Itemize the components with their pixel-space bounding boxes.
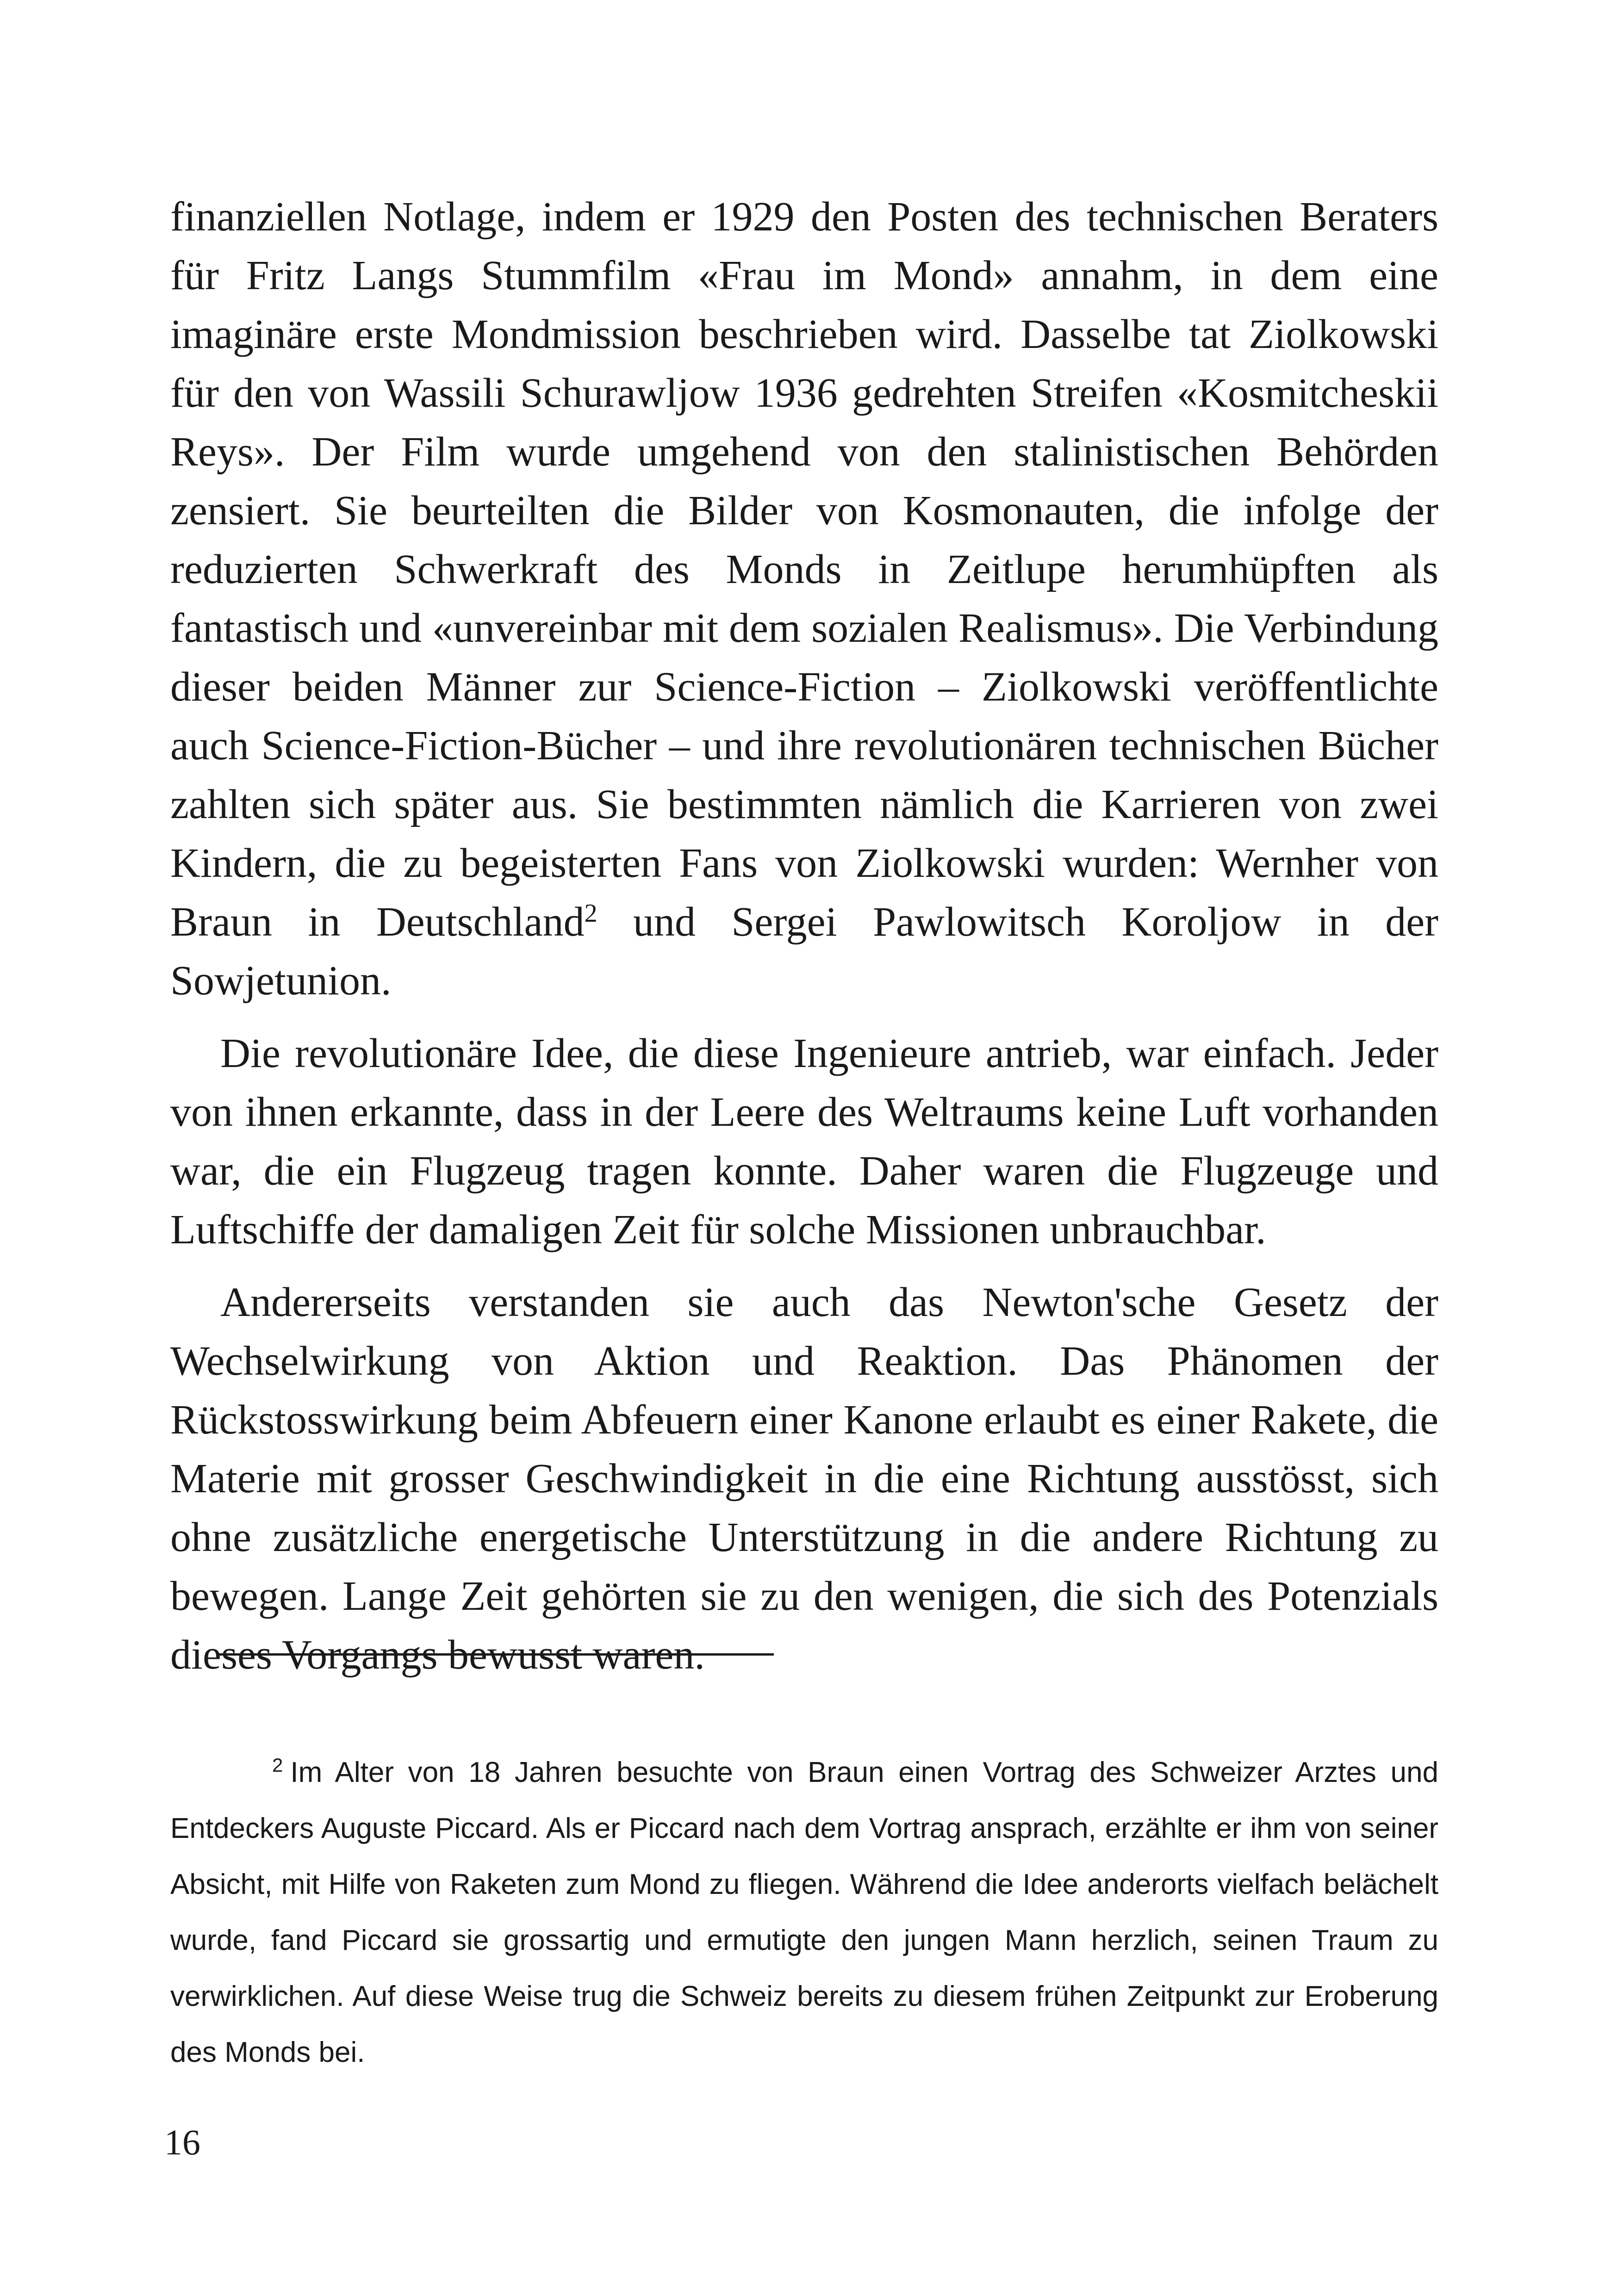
footnote-divider	[218, 1653, 774, 1656]
main-text	[170, 187, 1438, 1684]
paragraph-1-text-end: und Sergei Pawlowitsch Koroljow in der Sowjetunion.	[170, 899, 1438, 1004]
paragraph-3: Andererseits verstanden sie auch das Newton'sche Gesetz der Wechselwirkung von Aktion und Reaktion. Das Phänomen der Rückstosswirkung beim Abfeuern einer Kanone erlaubt es einer Rakete, die Materie mit grosser Geschwindigkeit in die eine Richtung ausstösst, sich ohne zusätzliche energetische Unterstützung in die andere Richtung zu bewegen. Lange Zeit gehörten sie zu den wenigen, die sich des Potenzials dieses Vorgangs bewusst waren.	[170, 1279, 1438, 1678]
paragraph-1	[170, 187, 1438, 1010]
footnote-number: 2	[272, 1754, 283, 1776]
footnote-paragraph	[170, 1744, 1438, 2080]
footnote	[170, 1744, 1438, 2080]
paragraph-1-text: finanziellen Notlage, indem er 1929 den Posten des technischen Beraters für Fritz Langs Stummfilm «Frau im Mond» annahm, in dem eine imaginäre erste Mondmission beschrieben wird. Dasselbe tat Ziolkowski für den von Wassili Schurawljow 1936 gedrehten Streifen «Kosmitcheskii Reys». Der Film wurde umgehend von den stalinistischen Behörden zensiert. Sie beurteilten die Bilder von Kosmonauten, die infolge der reduzierten Schwerkraft des Monds in Zeitlupe herumhüpften als fantastisch und «unvereinbar mit dem sozialen Realismus». Die Verbindung dieser beiden Männer zur Science-Fiction – Ziolkowski veröffentlichte auch Science-Fiction-Bücher – und ihre revolutionären technischen Bücher zahlten sich später aus. Sie bestimmten nämlich die Karrieren von zwei Kindern, die zu begeisterten Fans von Ziolkowski wurden: Wernher von Braun in Deutschland	[170, 194, 1438, 945]
footnote-text: Im Alter von 18 Jahren besuchte von Braun einen Vortrag des Schweizer Arztes und Entdeckers Auguste Piccard. Als er Piccard nach dem Vortrag ansprach, erzählte er ihm von seiner Absicht, mit Hilfe von Raketen zum Mond zu fliegen. Während die Idee anderorts vielfach belächelt wurde, fand Piccard sie grossartig und ermutigte den jungen Mann herzlich, seinen Traum zu verwirklichen. Auf diese Weise trug die Schweiz bereits zu diesem frühen Zeitpunkt zur Eroberung des Monds bei.	[170, 1756, 1438, 2068]
page-number: 16	[164, 2122, 200, 2162]
footnote-reference: 2	[584, 899, 597, 928]
paragraph-2: Die revolutionäre Idee, die diese Ingenieure antrieb, war einfach. Jeder von ihnen erkannte, dass in der Leere des Weltraums keine Luft vorhanden war, die ein Flugzeug tragen konnte. Daher waren die Flugzeuge und Luftschiffe der damaligen Zeit für solche Missionen unbrauchbar.	[170, 1030, 1438, 1253]
